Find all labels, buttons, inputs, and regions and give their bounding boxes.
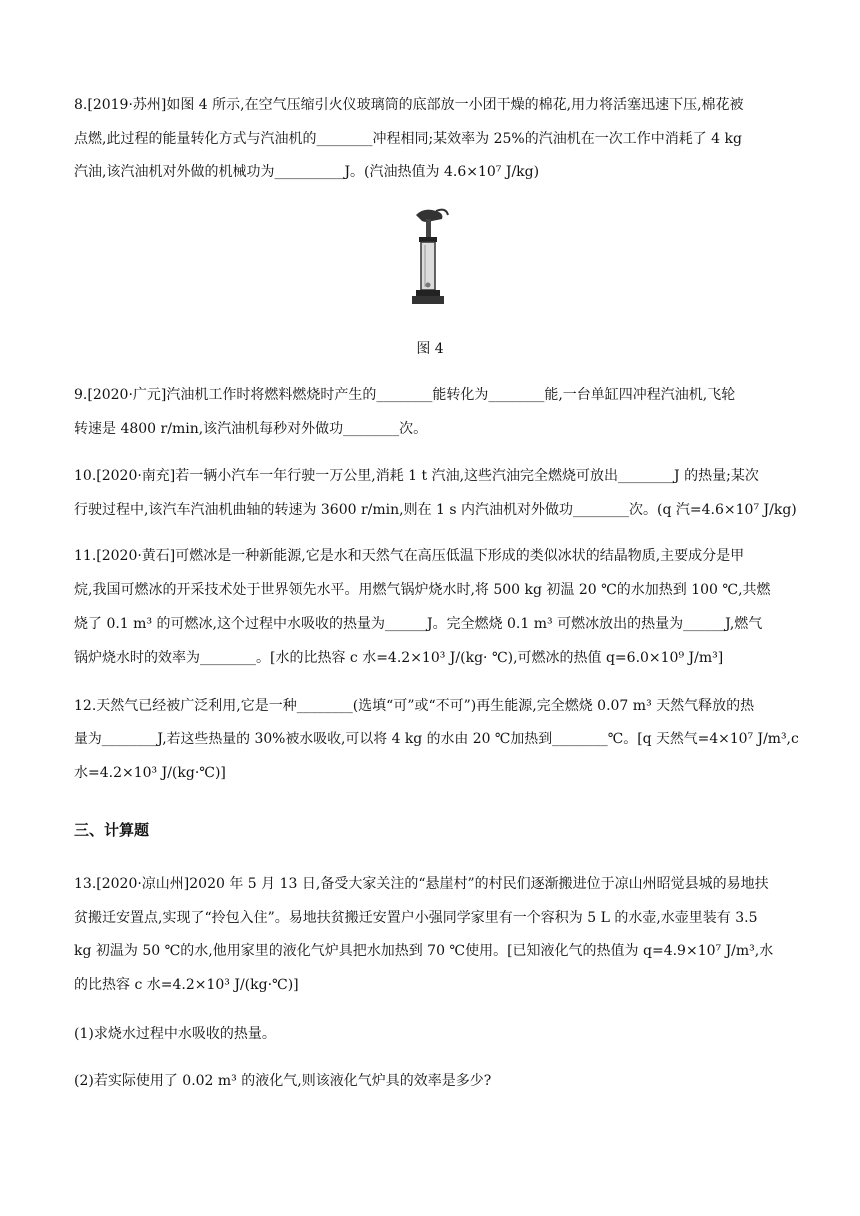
q11-line-1: 11.[2020·黄石]可燃冰是一种新能源,它是水和天然气在高压低温下形成的类似冰状的结晶物质,主要成分是甲 (74, 548, 745, 564)
q12-line-2: 量为________J,若这些热量的 30%被水吸收,可以将 4 kg 的水由 20 ℃加热到________℃。[q 天然气=4×10⁷ J/m³,c (74, 731, 799, 747)
q11-line-3: 烧了 0.1 m³ 的可燃冰,这个过程中水吸收的热量为______J。完全燃烧 0.1 m³ 可燃冰放出的热量为______J,燃气 (74, 616, 763, 632)
figure-caption: 图 4 (416, 341, 444, 357)
q12-line-1: 12.天然气已经被广泛利用,它是一种________(选填“可”或“不可”)再生能源,完全燃烧 0.07 m³ 天然气释放的热 (74, 698, 755, 714)
q9-line-1: 9.[2020·广元]汽油机工作时将燃料燃烧时产生的________能转化为________能,一台单缸四冲程汽油机,飞轮 (74, 387, 736, 403)
q11-line-4: 锅炉烧水时的效率为________。[水的比热容 c 水=4.2×10³ J/(kg· ℃),可燃冰的热值 q=6.0×10⁹ J/m³] (74, 650, 724, 666)
q13-subquestion-1: (1)求烧水过程中水吸收的热量。 (74, 1026, 276, 1042)
q9-line-2: 转速是 4800 r/min,该汽油机每秒对外做功________次。 (74, 421, 428, 437)
q12-line-3: 水=4.2×10³ J/(kg·℃)] (74, 765, 226, 781)
q13-line-4: 的比热容 c 水=4.2×10³ J/(kg·℃)] (74, 977, 299, 993)
q8-line-2: 点燃,此过程的能量转化方式与汽油机的________冲程相同;某效率为 25%的汽油机在一次工作中消耗了 4 kg (74, 131, 742, 147)
q13-line-2: 贫搬迁安置点,实现了“拎包入住”。易地扶贫搬迁安置户小强同学家里有一个容积为 5 L 的水壶,水壶里装有 3.5 (74, 910, 758, 926)
q11-line-2: 烷,我国可燃冰的开采技术处于世界领先水平。用燃气锅炉烧水时,将 500 kg 初温 20 ℃的水加热到 100 ℃,共燃 (74, 582, 771, 598)
air-compression-igniter-figure (402, 205, 454, 310)
q8-line-3: 汽油,该汽油机对外做的机械功为__________J。(汽油热值为 4.6×10⁷ J/kg) (74, 164, 540, 180)
section-heading-calculation: 三、计算题 (74, 821, 150, 839)
q13-subquestion-2: (2)若实际使用了 0.02 m³ 的液化气,则该液化气炉具的效率是多少? (74, 1073, 492, 1089)
q13-line-1: 13.[2020·凉山州]2020 年 5 月 13 日,备受大家关注的“悬崖村”的村民们逐渐搬进位于凉山州昭觉县城的易地扶 (74, 876, 769, 892)
q10-line-1: 10.[2020·南充]若一辆小汽车一年行驶一万公里,消耗 1 t 汽油,这些汽油完全燃烧可放出________J 的热量;某次 (74, 468, 759, 484)
q13-line-3: kg 初温为 50 ℃的水,他用家里的液化气炉具把水加热到 70 ℃使用。[已知液化气的热值为 q=4.9×10⁷ J/m³,水 (74, 943, 774, 959)
q10-line-2: 行驶过程中,该汽车汽油机曲轴的转速为 3600 r/min,则在 1 s 内汽油机对外做功________次。(q 汽=4.6×10⁷ J/kg) (74, 502, 797, 518)
q8-line-1: 8.[2019·苏州]如图 4 所示,在空气压缩引火仪玻璃筒的底部放一小团干燥的棉花,用力将活塞迅速下压,棉花被 (74, 97, 744, 113)
